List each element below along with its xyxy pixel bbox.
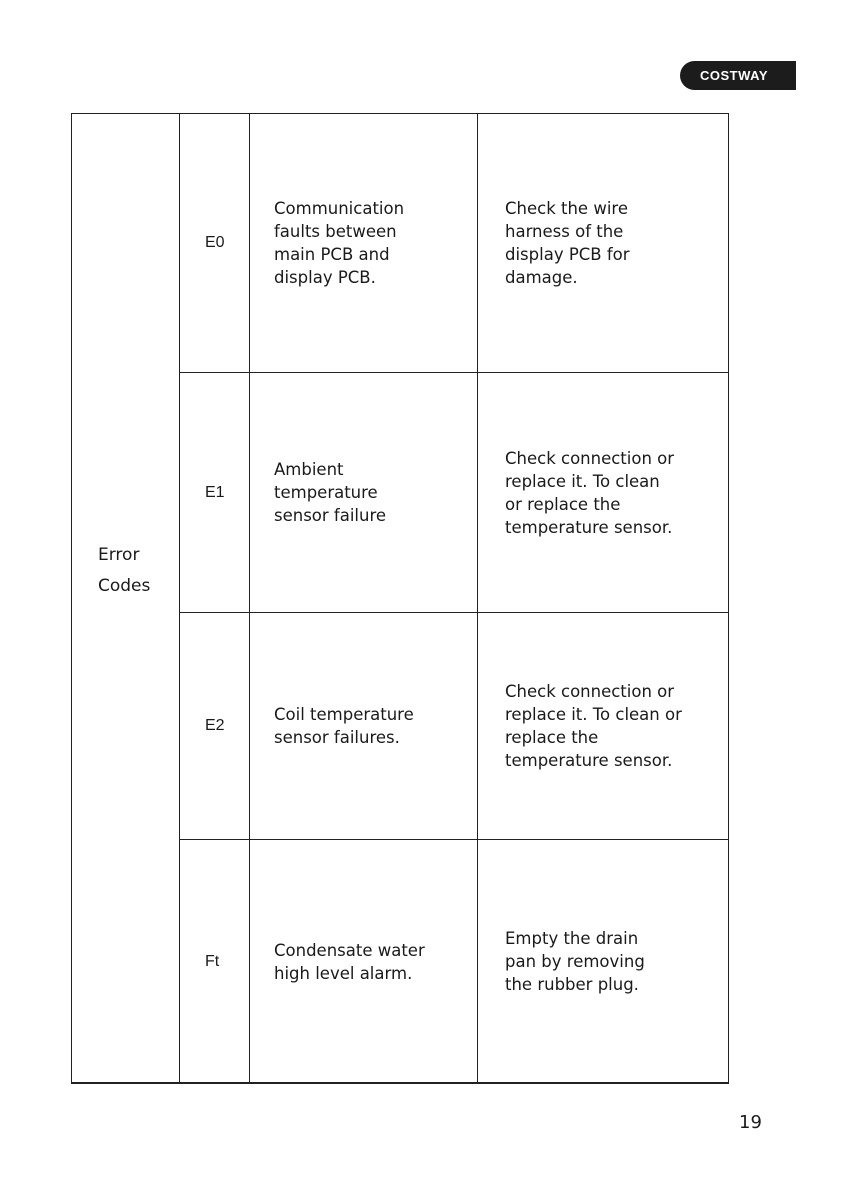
brand-logo-tab bbox=[680, 61, 796, 90]
table-row-e2 bbox=[180, 613, 729, 840]
error-description: Coil temperature sensor failures. bbox=[250, 613, 478, 839]
error-solution: Check connection or replace it. To clean or replace the temperature sensor. bbox=[505, 682, 682, 770]
error-description: Condensate water high level alarm. bbox=[250, 840, 478, 1083]
error-code: E0 bbox=[180, 114, 250, 372]
error-solution: Empty the drain pan by removing the rubber plug. bbox=[505, 929, 645, 994]
group-label: Error Codes bbox=[98, 545, 151, 596]
error-code: E1 bbox=[180, 373, 250, 612]
table-row-e1 bbox=[180, 373, 729, 613]
error-codes-table bbox=[71, 113, 729, 1084]
error-code: Ft bbox=[180, 840, 250, 1083]
page-number: 19 bbox=[739, 1112, 762, 1133]
error-description: Ambient temperature sensor failure bbox=[250, 373, 478, 612]
table-row-ft bbox=[180, 840, 729, 1083]
group-cell bbox=[72, 114, 180, 1082]
error-description: Communication faults between main PCB and display PCB. bbox=[250, 114, 478, 372]
error-code: E2 bbox=[180, 613, 250, 839]
brand-name: COSTWAY bbox=[699, 68, 769, 83]
error-solution: Check connection or replace it. To clean or replace the temperature sensor. bbox=[505, 448, 675, 537]
table-row-e0 bbox=[180, 114, 729, 373]
error-solution: Check the wire harness of the display PCB for damage. bbox=[505, 199, 630, 287]
